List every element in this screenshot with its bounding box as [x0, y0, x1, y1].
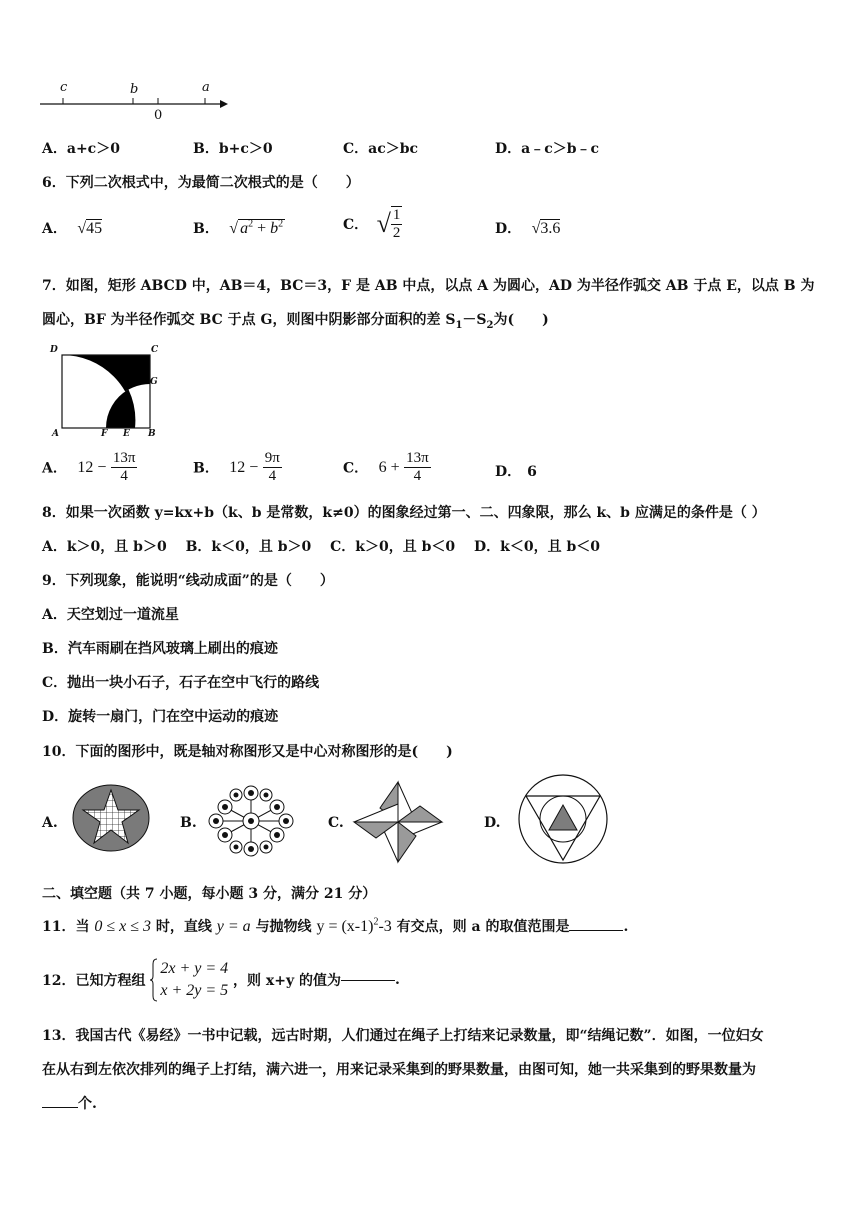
q10-figure-c-pinwheel — [350, 778, 446, 870]
q7-point-c: C — [151, 345, 159, 355]
flower-pattern-icon — [208, 785, 294, 857]
q9-option-b: B．汽车雨刷在挡风玻璃上刷出的痕迹 — [42, 641, 278, 657]
q5-option-d: D．a﹣c＞b﹣c — [495, 141, 600, 157]
q7-point-g: G — [150, 377, 158, 387]
q11-answer-blank — [569, 930, 623, 931]
q12-answer-blank — [341, 980, 395, 981]
q10-stem: 10．下面的图形中，既是轴对称图形又是中心对称图形的是( ) — [42, 744, 453, 760]
q7-point-e: E — [123, 429, 130, 439]
numberline-a-label: a — [202, 80, 210, 95]
q7-line1: 7．如图，矩形 ABCD 中，AB＝4，BC＝3，F 是 AB 中点，以点 A 为圆心，AD 为半径作弧交 AB 于点 E，以点 B 为 — [42, 278, 815, 294]
numberline-c-label: c — [60, 80, 68, 95]
star-in-circle-icon — [70, 782, 154, 854]
section2-title: 二、填空题（共 7 小题，每小题 3 分，满分 21 分） — [42, 886, 377, 902]
triangle-in-circle-icon — [516, 772, 610, 866]
q13-answer-blank — [42, 1107, 78, 1108]
q10-figure-b-flower — [208, 785, 294, 861]
q9-option-c: C．抛出一块小石子，石子在空中飞行的路线 — [42, 675, 320, 691]
q12-equation-system: 2x + y = 4 x + 2y = 5 — [150, 958, 228, 1002]
q10-figure-d-triangles — [516, 772, 610, 870]
q6-option-c: C． √ $\frac{1}{2}$ — [343, 207, 401, 241]
q11-line: 11．当 0 ≤ x ≤ 3 时，直线 y = a 与抛物线 $y = (x-1)^2-3$ 有交点，则 a 的取值范围是 . — [42, 916, 629, 935]
q5-option-b: B．b+c＞0 — [193, 141, 273, 157]
q7-line2: 圆心，BF 为半径作弧交 BC 于点 G，则图中阴影部分面积的差 $S_1-S_2$为( ) — [42, 312, 549, 331]
q6-a-radicand: 45 — [86, 220, 103, 237]
q13-line2: 在从右到左依次排列的绳子上打结，满六进一，用来记录采集到的野果数量，由图可知，她一共采集到的野果数量为 — [42, 1062, 756, 1078]
q5-option-c: C．ac＞bc — [343, 141, 419, 157]
q13-line1: 13．我国古代《易经》一书中记载，远古时期，人们通过在绳子上打结来记录数量，即“结绳记数”．如图，一位妇女 — [42, 1028, 764, 1044]
q12-line: 12．已知方程组 2x + y = 4 x + 2y = 5 ，则 x+y 的值为 . — [42, 958, 400, 1006]
q10-option-c-label: C. — [328, 815, 344, 831]
q9-stem: 9．下列现象，能说明“线动成面”的是（ ） — [42, 573, 334, 589]
q6-stem: 6．下列二次根式中，为最简二次根式的是（ ） — [42, 175, 360, 191]
q6-option-b: B． √ $a^2 + b^2$ — [193, 218, 284, 237]
q6-option-a: A． √45 — [42, 220, 103, 237]
q7-point-d: D — [50, 345, 58, 355]
q7-option-b: B． 12 − $\frac{9\pi}{4}$ — [193, 450, 280, 484]
q10-option-b-label: B. — [180, 815, 197, 831]
q7-point-b: B — [148, 429, 156, 439]
q9-option-d: D．旋转一扇门，门在空中运动的痕迹 — [42, 709, 279, 725]
q7-figure-svg — [48, 343, 166, 441]
q7-option-c: C． 6 + $\frac{13\pi}{4}$ — [343, 450, 429, 484]
q7-rectangle-figure — [48, 343, 166, 441]
q5-option-a: A．a+c＞0 — [42, 141, 120, 157]
q7-point-f: F — [101, 429, 108, 439]
q7-point-a: A — [52, 429, 59, 439]
q10-figure-a-star — [70, 782, 154, 858]
q7-option-a: A． 12 − $\frac{13\pi}{4}$ — [42, 450, 136, 484]
numberline-b-label: b — [130, 82, 139, 97]
numberline-zero-label: 0 — [154, 108, 163, 123]
q10-option-a-label: A. — [42, 815, 58, 831]
number-line-figure — [36, 78, 236, 128]
q7-option-d: D． 6 — [495, 464, 537, 480]
q13-line3: 个. — [42, 1093, 97, 1113]
q8-stem: 8．如果一次函数 y=kx+b（k、b 是常数，k≠0）的图象经过第一、二、四象限，那么 k、b 应满足的条件是（ ） — [42, 505, 766, 521]
q9-option-a: A．天空划过一道流星 — [42, 607, 179, 623]
q8-options: A．k＞0，且 b＞0 B．k＜0，且 b＞0 C．k＞0，且 b＜0 D．k＜0，且 b＜0 — [42, 539, 600, 555]
q10-option-d-label: D. — [484, 815, 501, 831]
pinwheel-icon — [350, 778, 446, 866]
q6-option-d: D． √3.6 — [495, 220, 561, 237]
